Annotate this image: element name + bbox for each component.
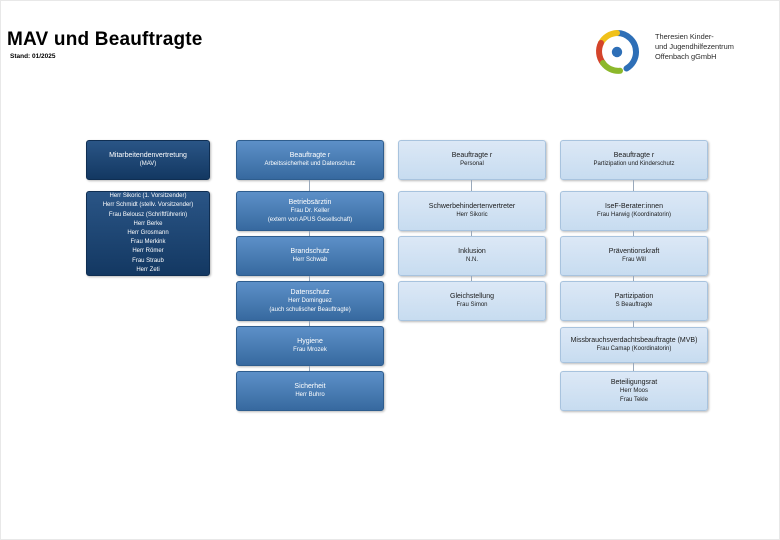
status-text: Stand: 01/2025 <box>10 53 56 60</box>
card-line: Frau Camap (Koordinatorin) <box>596 346 672 353</box>
card-title: Schwerbehindertenvertreter <box>428 203 516 211</box>
card-line: Herr Buhro <box>295 392 325 399</box>
card-hygiene[interactable] <box>236 326 384 366</box>
list-item: Frau Straub <box>132 257 164 264</box>
card-isef-beraterinnen[interactable] <box>560 191 708 231</box>
logo-line-3: Offenbach gGmbH <box>655 52 717 61</box>
list-item: Herr Berke <box>133 220 163 227</box>
column-header-mav[interactable] <box>86 140 210 180</box>
theresien-kinderzentrum-logo-icon <box>593 29 641 75</box>
card-schwerbehindertenvertreter[interactable] <box>398 191 546 231</box>
card-datenschutz[interactable] <box>236 281 384 321</box>
connector <box>633 180 634 191</box>
card-line: Herr Moos <box>619 388 648 395</box>
card-line: N.N. <box>466 257 478 264</box>
card-partizipation[interactable] <box>560 281 708 321</box>
connector <box>471 180 472 191</box>
card-line: S Beauftragte <box>615 302 653 309</box>
column-header-title: Mitarbeitendenvertretung <box>109 152 187 160</box>
card-line: Herr Dominguez <box>288 298 332 305</box>
card-line: Frau Tekle <box>620 396 648 403</box>
card-title: Sicherheit <box>294 383 326 391</box>
card-missbrauchsverdachtsbeauftragte[interactable] <box>560 327 708 363</box>
list-item: Herr Zeti <box>136 266 160 273</box>
list-item: Herr Sikoric (1. Vorsitzender) <box>109 193 187 200</box>
card-title: Inklusion <box>458 248 486 256</box>
card-line: (extern von APUS Gesellschaft) <box>267 216 353 223</box>
card-sicherheit[interactable] <box>236 371 384 411</box>
logo-text <box>655 32 734 62</box>
connector <box>309 180 310 191</box>
card-line: Frau Will <box>622 257 646 264</box>
column-header-subtitle: (MAV) <box>139 161 157 168</box>
card-line: Herr Sikoric <box>456 212 488 219</box>
card-praeventionskraft[interactable] <box>560 236 708 276</box>
card-title: Datenschutz <box>290 289 330 297</box>
connector <box>633 363 634 371</box>
card-title: Brandschutz <box>290 248 330 256</box>
column-header-title: Beauftragte r <box>451 152 493 160</box>
logo <box>593 29 773 75</box>
page-title: MAV und Beauftragte <box>7 29 203 50</box>
card-line: (auch schulischer Beauftragte) <box>269 306 351 313</box>
card-title: Beteiligungsrat <box>610 379 658 387</box>
card-title: Betriebsärztin <box>288 199 332 207</box>
card-brandschutz[interactable] <box>236 236 384 276</box>
card-betriebsaerztin[interactable] <box>236 191 384 231</box>
column-header-title: Beauftragte r <box>289 152 331 160</box>
column-header-subtitle: Arbeitssicherheit und Datenschutz <box>264 161 356 168</box>
column-header-partizipation[interactable] <box>560 140 708 180</box>
card-title: IseF-Berater:innen <box>605 203 663 211</box>
card-title: Gleichstellung <box>450 293 494 301</box>
card-line: Herr Schwab <box>292 257 328 264</box>
list-item: Herr Römer <box>132 248 164 255</box>
column-header-personal[interactable] <box>398 140 546 180</box>
card-title: Partizipation <box>614 293 654 301</box>
card-beteiligungsrat[interactable] <box>560 371 708 411</box>
column-header-subtitle: Personal <box>460 161 484 168</box>
card-line: Frau Dr. Keller <box>290 208 330 215</box>
card-inklusion[interactable] <box>398 236 546 276</box>
card-title: Missbrauchsverdachtsbeauftragte (MVB) <box>570 337 698 345</box>
list-item: Herr Grosmann <box>127 229 169 236</box>
card-title: Präventionskraft <box>608 248 660 256</box>
card-line: Frau Simon <box>456 302 488 309</box>
column-header-subtitle: Partizipation und Kinderschutz <box>593 161 675 168</box>
column-header-title: Beauftragte r <box>613 152 655 160</box>
logo-line-1: Theresien Kinder- <box>655 32 714 41</box>
card-title: Hygiene <box>297 338 323 346</box>
list-item: Herr Schmidt (stellv. Vorsitzender) <box>102 202 194 209</box>
card-mav-members[interactable] <box>86 191 210 276</box>
list-item: Frau Belousz (Schriftführerin) <box>108 211 188 218</box>
card-line: Frau Harwig (Koordinatorin) <box>596 212 672 219</box>
logo-line-2: und Jugendhilfezentrum <box>655 42 734 51</box>
list-item: Frau Merkink <box>130 239 166 246</box>
card-gleichstellung[interactable] <box>398 281 546 321</box>
column-header-arbeitssicherheit[interactable] <box>236 140 384 180</box>
card-line: Frau Mrozek <box>293 347 327 354</box>
